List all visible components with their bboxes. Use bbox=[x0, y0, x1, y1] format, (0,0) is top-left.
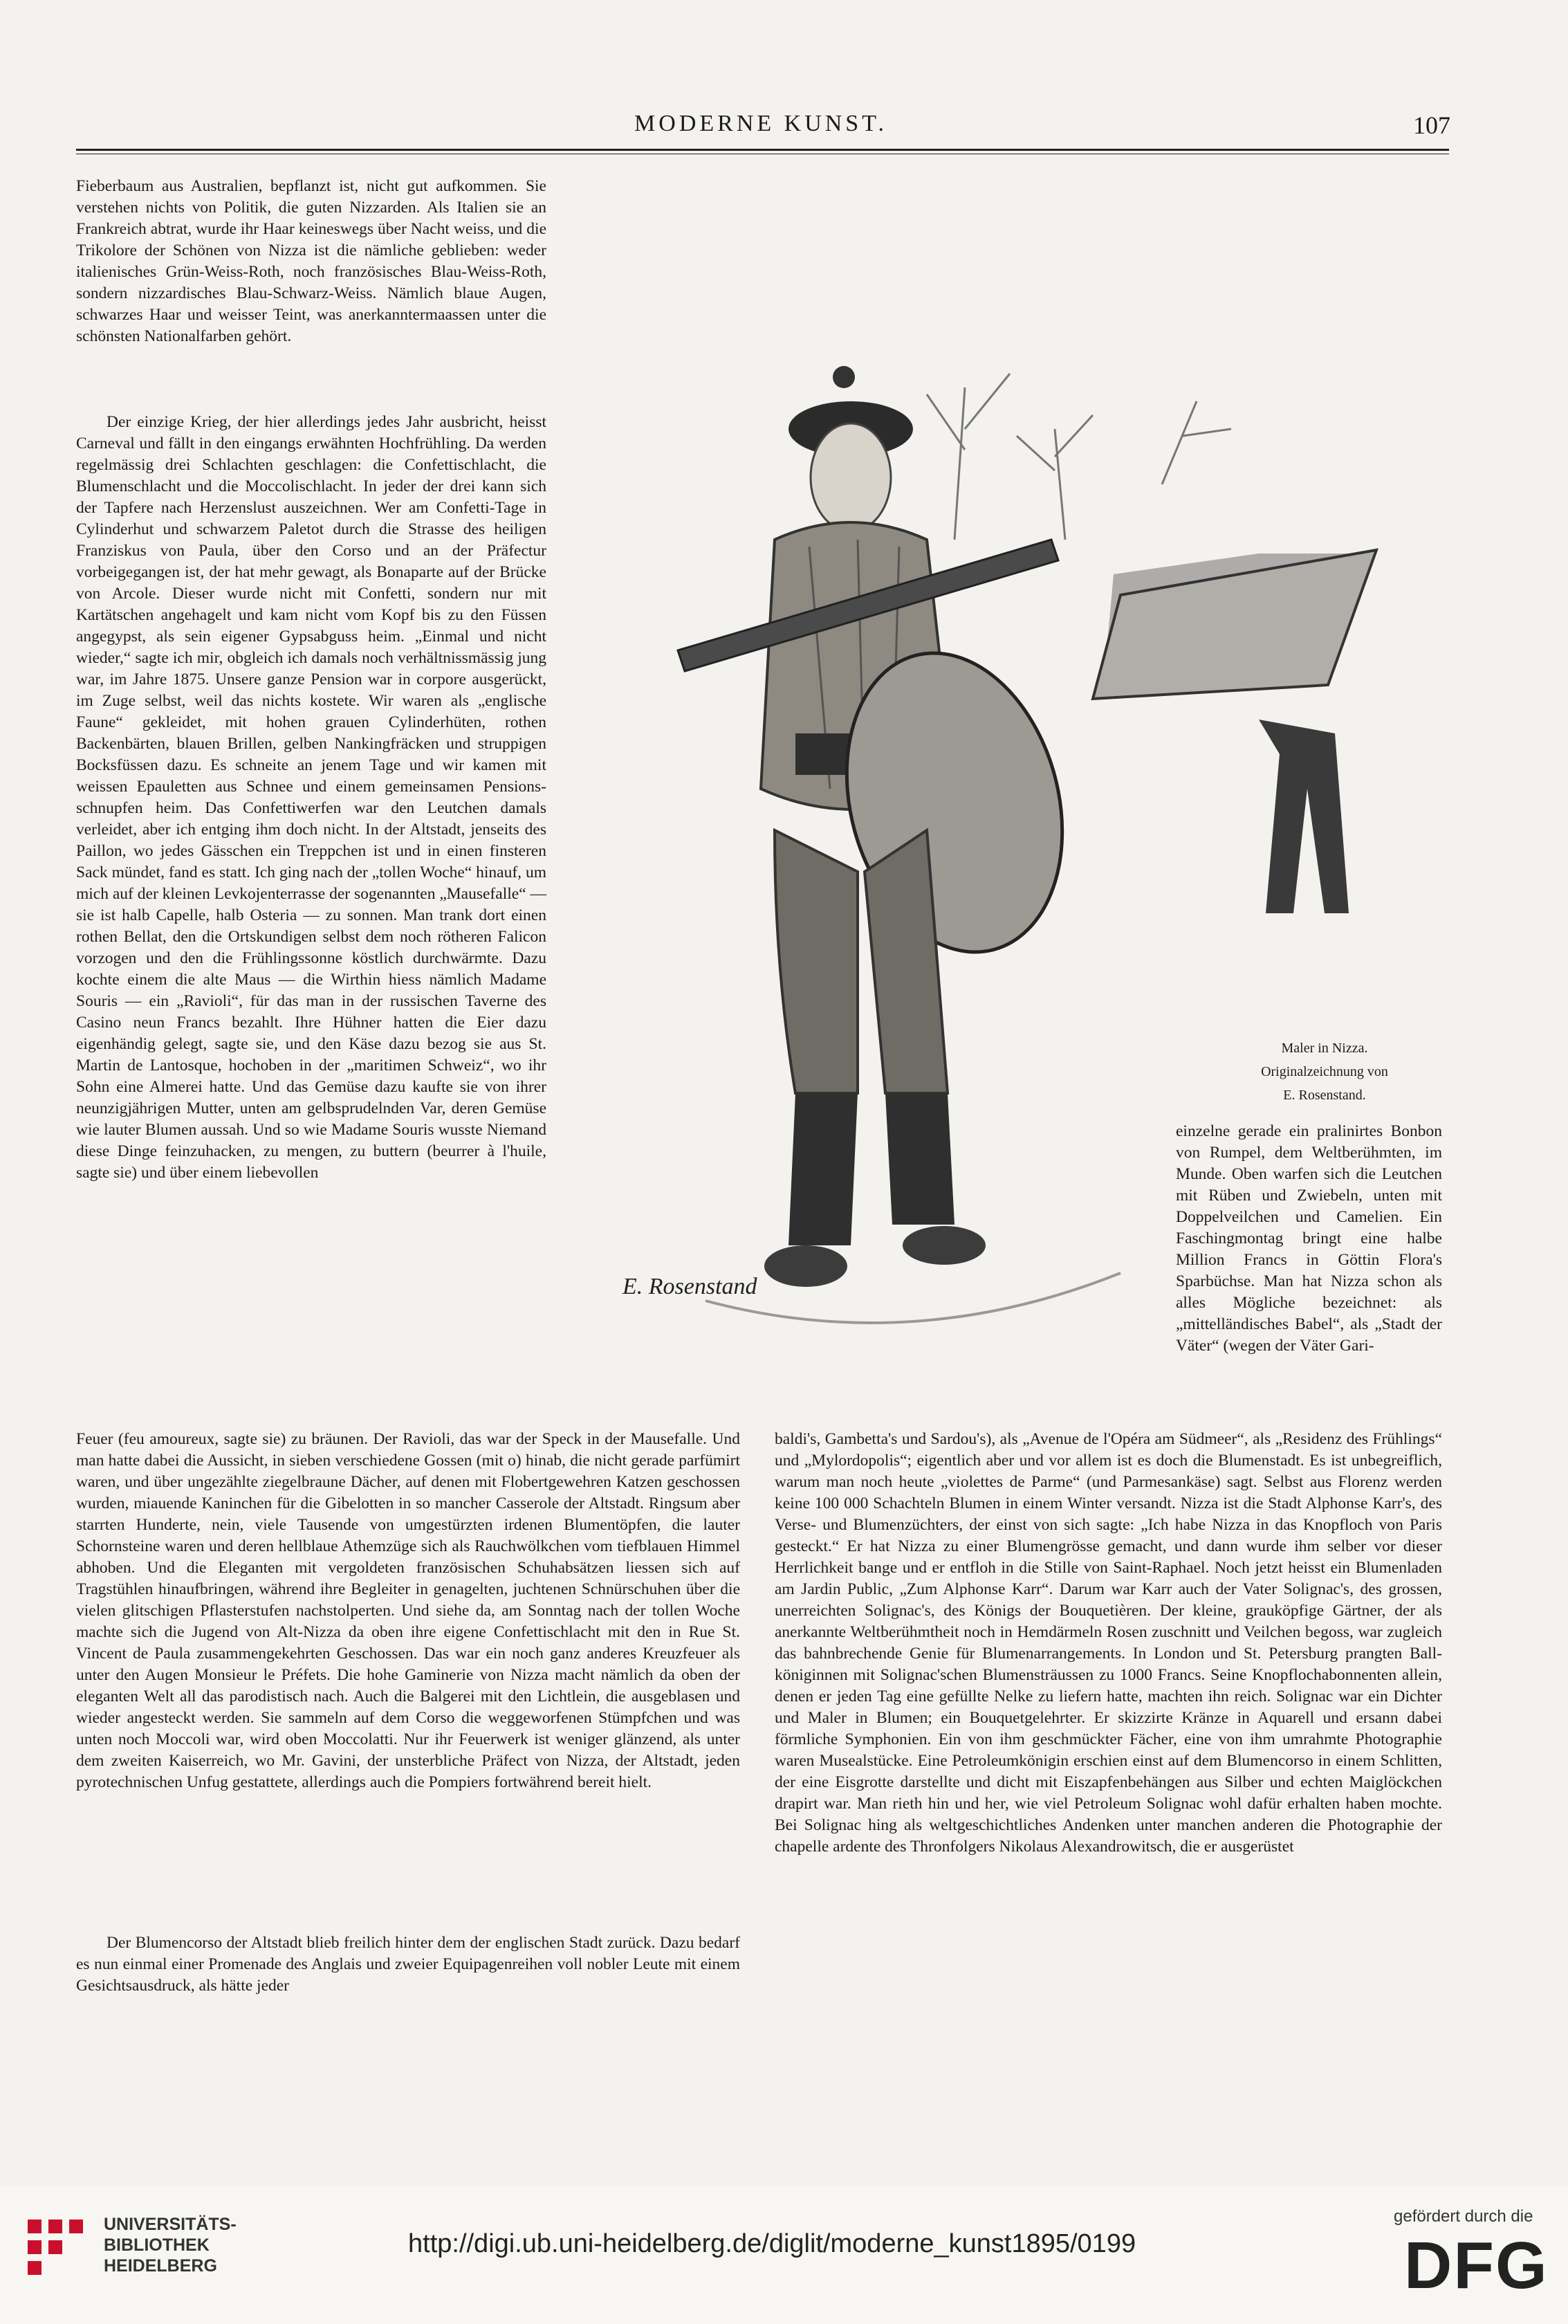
right-column-top-text: einzelne gerade ein pralinirtes Bonbon von Rumpel, dem Weltberühmten, im Munde. Oben warfen sich die Leutchen mit Rüben und Zwiebeln, unten mit Doppelveilchen und Camelien. Ein Faschingmontag bringt eine halbe Million Francs in Göttin Flora's Sparbüchse. Man hat Nizza schon als alles Mögliche bezeichnet: als „mittelländisches Babel“, als „Stadt der Väter“ (wegen der Väter Gari- bbox=[1176, 1122, 1442, 1355]
background-figure-carrying-canvas bbox=[1093, 550, 1376, 913]
bottom-left-paragraph-1: Feuer (feu amoureux, sagte sie) zu bräunen. Der Ravioli, das war der Speck in der Mausefalle. Und man hatte dabei die Aussicht, in sieben verschiedene Gossen (mit o) hinab, die nicht gerade parfümirt waren, und über ungezählte ziegelbraune Dächer, auf denen mit Flobertgewehren Katzen geschossen wurden, miauende Kaninchen für die Gibelotten in so mancher Casserole der Altstadt. Ringsum aber starrten Hunderte, nein, viele Tausende von umgestürzten irdenen Blumentöpfen, die lauter Schornsteine waren und deren hellblaue Athemzüge sich als Rauchwölkchen vom tiefblauen Himmel abhoben. Und die Eleganten mit vergoldeten französischen Schuhabsätzen liessen sich auf Tragstühlen hinaufbringen, während ihre Begleiter in genagelten, juchtenen Schnürschuhen über die vielen glitschigen Pflasterstufen nachstolperten. Und siehe da, am Sonntag nach der tollen Woche machte sich die Jugend von Alt-Nizza da oben ihre eigene Confettischlacht mit den in Rue St. Vincent de Paula zusammengekehrten Geschossen. Das war ein noch ganz anderes Kreuzfeuer als unter den Augen Monsieur le Préfets. Die hohe Gaminerie von Nizza macht nämlich da oben der eleganten Welt all das parodistisch nach. Auch die Balgerei mit den Lichtlein, die ausgeblasen und wieder angesteckt werden. Sie sammeln auf dem Corso die weggeworfenen Stümpfchen und was unten noch Moccoli war, wird oben Moccolatti. Nur ihr Feuerwerk ist weniger glänzend, als unter dem zweiten Kaiserreich, wo Mr. Gavini, der unsterbliche Präfect von Nizza, der Altstadt, jeden pyrotechnischen Unfug gestattete, allerdings auch die Pompiers fortwährend bereit hielt. bbox=[76, 1430, 740, 1791]
illustration-caption bbox=[1203, 1036, 1446, 1107]
digital-copy-url-link[interactable]: http://digi.ub.uni-heidelberg.de/diglit/moderne_kunst1895/0199 bbox=[408, 2229, 1136, 2258]
library-name-line: HEIDELBERG bbox=[104, 2256, 217, 2276]
library-name-line: UNIVERSITÄTS- bbox=[104, 2215, 237, 2234]
header-rule bbox=[76, 149, 1449, 151]
left-column-paragraph-2: Der einzige Krieg, der hier allerdings jedes Jahr ausbricht, heisst Carneval und fällt in den eingangs erwähnten Hochfrühling. Da werden regelmässig drei Schlachten geschlagen: die Confettischlacht, die Blumenschlacht und die Moccolischlacht. In jeder der drei kann sich der Tapfere nach Herzenslust auszeichnen. Wer am Confetti-Tage in Cylinderhut und schwarzem Paletot durch die Strasse des heiligen Franziskus von Paula, über den Corso und an der Präfectur vorbeigegangen ist, der hat mehr gewagt, als Bonaparte auf der Brücke von Arcole. Dieser wurde nicht mit Confetti, sondern nur mit Kartätschen angehagelt und kam nicht vom Kopf bis zu den Füssen angegypst, als sein eigener Gypsabguss heim. „Einmal und nicht wieder,“ sagte ich mir, obgleich ich damals noch verhältnissmässig jung war, im Jahre 1875. Unsere ganze Pension war in corpore ausgerückt, im Zuge selbst, weil das nichts kostete. Wir waren als „englische Faune“ gekleidet, mit hohen grauen Cylinderhüten, rothen Backenbärten, blauen Brillen, gelben Nankingfräcken und struppigen Bocksfüssen dazu. Es schneite an jenem Tage und wir kamen mit weissen Epauletten aus Schnee und einem gemeinsamen Pensionsschnupfen heim. Das Confettiwerfen war den Leutchen damals verleidet, aber ich entging ihm doch nicht. In der Altstadt, jenseits des Paillon, wo jedes Gässchen ein Treppchen ist und in einen finsteren Sack mündet, fand es statt. Ich ging nach der „tollen Woche“ hinauf, um mich auf der kleinen Levkojenterrasse der sogenannten „Mausefalle“ — sie ist halb Capelle, halb Osteria — zu sonnen. Man trank dort einen rothen Bellat, den die Ortskundigen selbst dem noch rötheren Falicon vorzogen und den die Frühlingssonne köstlich durchwärmte. Dazu kochte einem die alte Maus — die Wirthin hiess nämlich Madame Souris — ein „Ravioli“, für das man in der russischen Taverne des Casino neun Francs bezahlt. Ihre Hühner hatten die Eier dazu eigenhändig gelegt, sagte sie, und den Käse dazu bezog sie aus St. Martin de Lantosque, hochoben in der „maritimen Schweiz“, wo ihr Sohn eine Almerei hatte. Und das Gemüse dazu kaufte sie von ihrer neunzigjährigen Mutter, unten am gelbsprudelnden Var, deren Gemüse wie lauter Blumen aussah. Und so wie Madame Souris wusste Niemand diese Dinge feinzuhacken, zu mengen, zu buttern (beurrer à l'huile, sagte sie) und über einem liebevollen bbox=[76, 413, 546, 1182]
painter-figure bbox=[678, 366, 1120, 1323]
caption-line: Originalzeichnung von bbox=[1261, 1064, 1388, 1079]
caption-line: Maler in Nizza. bbox=[1281, 1041, 1368, 1056]
left-column-paragraph-1: Fieberbaum aus Australien, bepflanzt ist, nicht gut aufkommen. Sie verstehen nichts von Politik, die guten Nizzarden. Als Italien sie an Frankreich abtrat, wurde ihr Haar keineswegs über Nacht weiss, und die Trikolore der Schönen von Nizza ist die nämliche geblieben: weder italienisches Grün-Weiss-Roth, noch französisches Blau-Weiss-Roth, sondern nizzardisches Blau-Schwarz-Weiss. Nämlich blaue Augen, schwarzes Haar und weisser Teint, was anerkanntermaassen unter die schönsten Nationalfarben gehört. bbox=[76, 177, 546, 345]
bottom-right-text: baldi's, Gambetta's und Sardou's), als „Avenue de l'Opéra am Südmeer“, als „Residenz des Frühlings“ und „Mylordopolis“; eigentlich aber und vor allem ist es doch die Blumenstadt. Es ist unbegreiflich, warum man noch heute „violettes de Parme“ (und Parmesankäse) sagt. Selbst aus Florenz werden keine 100 000 Schachteln Blumen in einem Winter versandt. Nizza ist die Stadt Alphonse Karr's, des Verse- und Blumenzüchters, der einst von sich sagte: „Ich habe Nizza in das Knopfloch von Paris gesteckt.“ Er hat Nizza zu einer Blumengrösse gemacht, und dann wurde ihm selber vor dieser Herrlichkeit bange und er entfloh in die Stille von Saint-Raphael. Noch jetzt heisst ein Blumenladen am Jardin Public, „Zum Alphonse Karr“. Darum war Karr auch der Vater Solignac's, des grossen, unerreichten Solignac's, des Königs der Bouquetièren. Der kleine, grauköpfige Gärtner, der als anerkannte Weltberühmtheit noch in Hemdärmeln Rosen zuschnitt und Veilchen begoss, war zugleich das bahnbrechende Genie für Blumenarrangements. In London und St. Petersburg prangten Ballköniginnen mit Solignac'schen Blumensträussen zu 1000 Francs. Seine Knopflochabonnenten allein, denen er jeden Tag eine gefüllte Nelke zu liefern hatte, machten ihn reich. Solignac war ein Dichter und Maler in Blumen; ein Bouquetgelehrter. Er skizzirte Kränze in Aquarell und ersann dabei förmliche Symphonien. Ein von ihm geschmückter Fächer, eine von ihm umrahmte Photographie waren Musealstücke. Eine Petroleumkönigin erschien einst auf dem Blumencorso in einem Schlitten, der eine Eisgrotte darstellte und dicht mit Eiszapfenbehängen aus Silber und echten Maiglöckchen drapirt war. Man rieth hin und her, wie viel Petroleum Solignac wohl dafür erhalten haben mochte. Bei Solignac hing als weltgeschichtliches Andenken unter manchen anderen die Photographie der chapelle ardente des Thronfolgers Nikolaus Alexandrowitsch, die er ausgerüstet bbox=[775, 1430, 1442, 1856]
caption-line: E. Rosenstand. bbox=[1283, 1088, 1366, 1103]
dfg-logo: DFG bbox=[1404, 2229, 1549, 2303]
bottom-left-paragraph-2: Der Blumencorso der Altstadt blieb freilich hinter dem der englischen Stadt zurück. Dazu bedarf es nun einmal einer Promenade des Anglais und zweier Equipagenreihen voll nobler Leute mit einem Gesichtsausdruck, als hätte jeder bbox=[76, 1934, 740, 1995]
page-number: 107 bbox=[1413, 111, 1450, 139]
running-head: MODERNE KUNST. bbox=[634, 111, 887, 136]
library-name bbox=[104, 2214, 237, 2276]
funding-label: gefördert durch die bbox=[1394, 2207, 1533, 2226]
bare-trees bbox=[927, 374, 1231, 540]
artist-signature: E. Rosenstand bbox=[622, 1274, 757, 1299]
library-name-line: BIBLIOTHEK bbox=[104, 2235, 210, 2255]
university-library-logo-icon bbox=[21, 2213, 97, 2289]
